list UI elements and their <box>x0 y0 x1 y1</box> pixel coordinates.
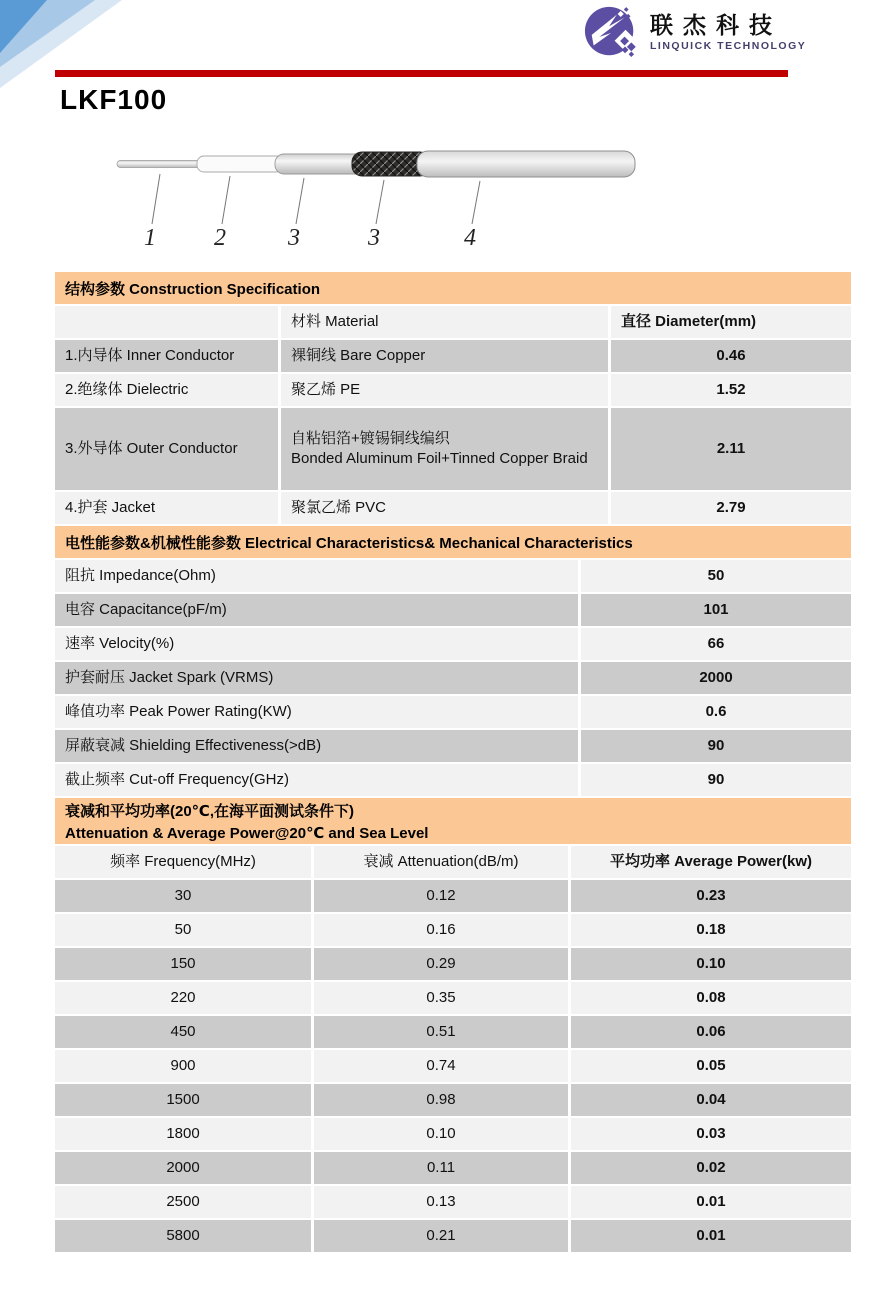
cable-label-4: 4 <box>464 225 476 250</box>
construction-item-cell: 4.护套 Jacket <box>55 492 278 524</box>
electrical-value-cell: 2000 <box>581 662 851 694</box>
electrical-value-cell: 0.6 <box>581 696 851 728</box>
attenuation-header-attenuation: 衰减 Attenuation(dB/m) <box>314 846 568 878</box>
electrical-value-cell: 90 <box>581 764 851 796</box>
power-cell: 0.10 <box>571 948 851 980</box>
power-cell: 0.04 <box>571 1084 851 1116</box>
cable-part-inner-conductor <box>117 161 207 168</box>
section-title-construction: 结构参数 Construction Specification <box>55 272 851 304</box>
attenuation-cell: 0.35 <box>314 982 568 1014</box>
attenuation-cell: 0.21 <box>314 1220 568 1252</box>
construction-diameter-cell: 2.11 <box>611 408 851 490</box>
power-cell: 0.01 <box>571 1186 851 1218</box>
frequency-cell: 5800 <box>55 1220 311 1252</box>
attenuation-header-power: 平均功率 Average Power(kw) <box>571 846 851 878</box>
electrical-param-cell: 速率 Velocity(%) <box>55 628 578 660</box>
construction-diameter-cell: 0.46 <box>611 340 851 372</box>
frequency-cell: 1500 <box>55 1084 311 1116</box>
power-cell: 0.06 <box>571 1016 851 1048</box>
electrical-param-cell: 护套耐压 Jacket Spark (VRMS) <box>55 662 578 694</box>
frequency-cell: 1800 <box>55 1118 311 1150</box>
brand-logo <box>583 2 806 62</box>
power-cell: 0.03 <box>571 1118 851 1150</box>
power-cell: 0.23 <box>571 880 851 912</box>
construction-item-cell: 3.外导体 Outer Conductor <box>55 408 278 490</box>
electrical-param-cell: 截止频率 Cut-off Frequency(GHz) <box>55 764 578 796</box>
frequency-cell: 30 <box>55 880 311 912</box>
cable-diagram <box>112 132 642 250</box>
cable-part-jacket <box>417 151 635 177</box>
construction-diameter-cell: 1.52 <box>611 374 851 406</box>
attenuation-cell: 0.10 <box>314 1118 568 1150</box>
construction-material-cell: 聚氯乙烯 PVC <box>281 492 608 524</box>
cable-label-3a: 3 <box>288 225 300 250</box>
frequency-cell: 150 <box>55 948 311 980</box>
attenuation-cell: 0.12 <box>314 880 568 912</box>
electrical-value-cell: 90 <box>581 730 851 762</box>
frequency-cell: 2000 <box>55 1152 311 1184</box>
frequency-cell: 220 <box>55 982 311 1014</box>
construction-material-cell: 裸铜线 Bare Copper <box>281 340 608 372</box>
construction-header-blank <box>55 306 278 338</box>
electrical-value-cell: 101 <box>581 594 851 626</box>
cable-part-dielectric <box>197 156 283 172</box>
construction-item-cell: 2.绝缘体 Dielectric <box>55 374 278 406</box>
frequency-cell: 900 <box>55 1050 311 1082</box>
attenuation-cell: 0.74 <box>314 1050 568 1082</box>
power-cell: 0.18 <box>571 914 851 946</box>
cable-label-3b: 3 <box>368 225 380 250</box>
electrical-value-cell: 50 <box>581 560 851 592</box>
construction-header-material: 材料 Material <box>281 306 608 338</box>
power-cell: 0.01 <box>571 1220 851 1252</box>
attenuation-cell: 0.51 <box>314 1016 568 1048</box>
electrical-param-cell: 电容 Capacitance(pF/m) <box>55 594 578 626</box>
electrical-table <box>55 560 851 796</box>
cable-label-1: 1 <box>144 225 156 250</box>
electrical-value-cell: 66 <box>581 628 851 660</box>
construction-diameter-cell: 2.79 <box>611 492 851 524</box>
attenuation-cell: 0.16 <box>314 914 568 946</box>
cable-label-2: 2 <box>214 225 226 250</box>
page-title: LKF100 <box>60 84 168 115</box>
construction-table <box>55 306 851 524</box>
brand-name-cn: 联杰科技 <box>650 12 782 39</box>
section-title-electrical: 电性能参数&机械性能参数 Electrical Characteristics& Mechanical Characteristics <box>55 526 851 558</box>
construction-item-cell: 1.内导体 Inner Conductor <box>55 340 278 372</box>
section-title-attenuation: 衰减和平均功率(20℃,在海平面测试条件下) Attenuation & Average Power@20℃ and Sea Level <box>55 798 851 844</box>
electrical-param-cell: 阻抗 Impedance(Ohm) <box>55 560 578 592</box>
brand-logo-icon <box>583 2 641 62</box>
power-cell: 0.08 <box>571 982 851 1014</box>
construction-material-cell: 自粘铝箔+镀锡铜线编织 Bonded Aluminum Foil+Tinned Copper Braid <box>281 408 608 490</box>
attenuation-header-frequency: 频率 Frequency(MHz) <box>55 846 311 878</box>
electrical-param-cell: 屏蔽衰减 Shielding Effectiveness(>dB) <box>55 730 578 762</box>
power-cell: 0.02 <box>571 1152 851 1184</box>
construction-header-diameter: 直径 Diameter(mm) <box>611 306 851 338</box>
frequency-cell: 2500 <box>55 1186 311 1218</box>
frequency-cell: 50 <box>55 914 311 946</box>
attenuation-cell: 0.29 <box>314 948 568 980</box>
electrical-param-cell: 峰值功率 Peak Power Rating(KW) <box>55 696 578 728</box>
attenuation-table <box>55 846 851 1252</box>
red-divider <box>55 70 788 77</box>
cable-leader-lines <box>152 174 480 224</box>
construction-material-cell: 聚乙烯 PE <box>281 374 608 406</box>
brand-text <box>650 12 806 52</box>
attenuation-cell: 0.13 <box>314 1186 568 1218</box>
power-cell: 0.05 <box>571 1050 851 1082</box>
brand-name-en: LINQUICK TECHNOLOGY <box>650 39 807 52</box>
frequency-cell: 450 <box>55 1016 311 1048</box>
attenuation-cell: 0.98 <box>314 1084 568 1116</box>
attenuation-cell: 0.11 <box>314 1152 568 1184</box>
content <box>55 272 851 1254</box>
